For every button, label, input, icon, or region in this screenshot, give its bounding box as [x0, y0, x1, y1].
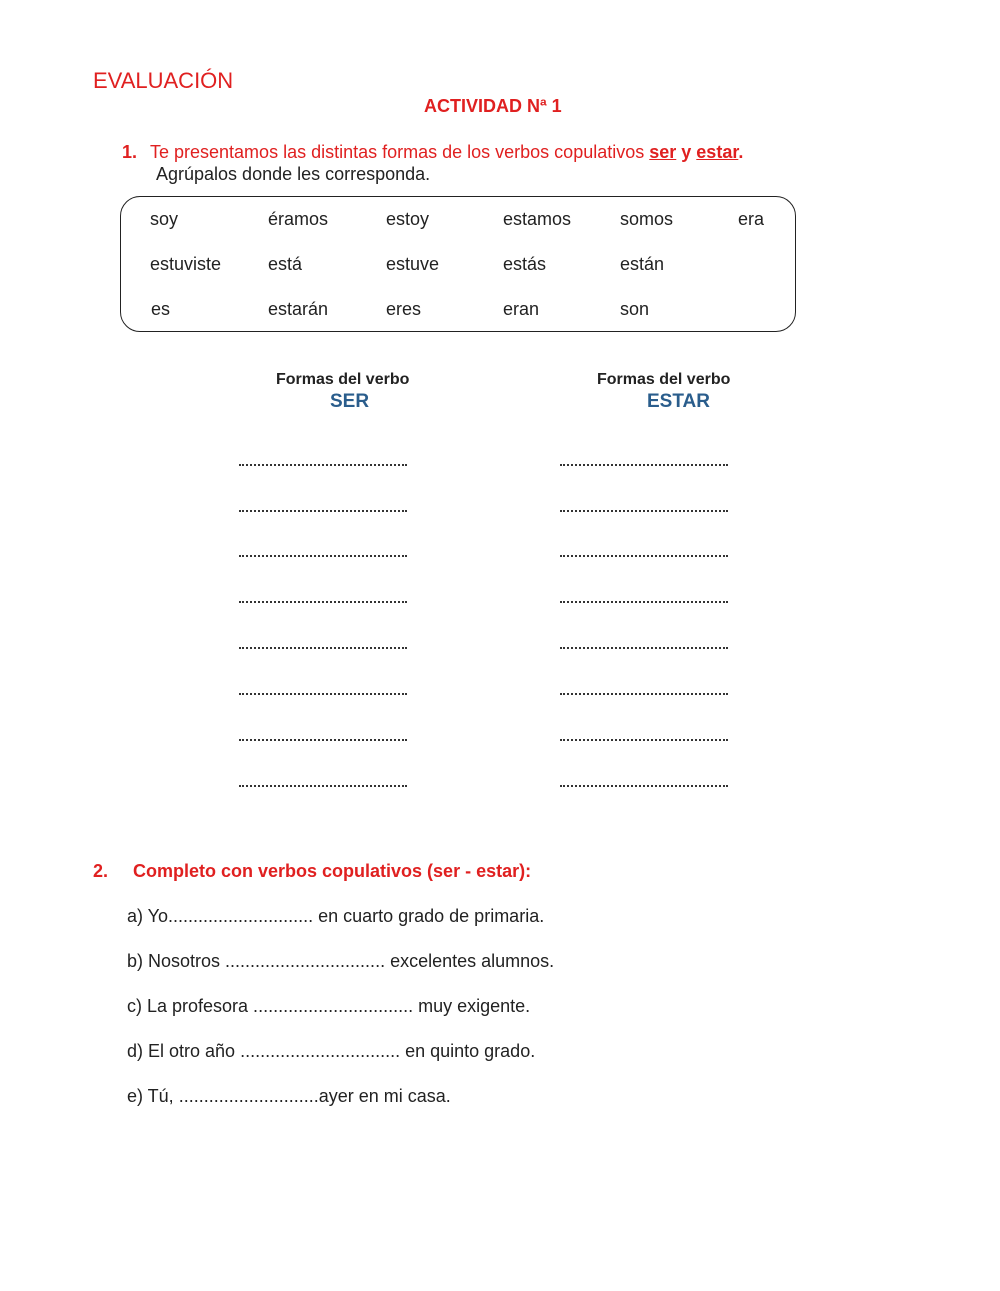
question-1-text: [150, 142, 743, 163]
sentence-b[interactable]: b) Nosotros ................................ excelentes alumnos.: [127, 951, 555, 971]
estar-answer-line[interactable]: [560, 647, 728, 649]
estar-answer-line[interactable]: [560, 555, 728, 557]
ser-column-heading: Formas del verbo: [276, 371, 410, 388]
word-item[interactable]: están: [620, 254, 665, 274]
word-item[interactable]: estás: [503, 254, 547, 274]
sentence-e[interactable]: e) Tú, ............................ayer en mi casa.: [127, 1086, 451, 1106]
estar-answer-line[interactable]: [560, 785, 728, 787]
ser-answer-line[interactable]: [239, 555, 407, 557]
estar-column-heading: Formas del verbo: [597, 371, 731, 388]
ser-answer-line[interactable]: [239, 693, 407, 695]
estar-answer-line[interactable]: [560, 464, 728, 466]
sentence-a[interactable]: a) Yo............................. en cuarto grado de primaria.: [127, 906, 545, 926]
question-1-period: .: [738, 142, 744, 162]
ser-answer-line[interactable]: [239, 464, 407, 466]
verb-estar-label: estar: [696, 142, 739, 162]
question-2-text: Completo con verbos copulativos (ser - estar):: [133, 861, 532, 881]
estar-answer-line[interactable]: [560, 693, 728, 695]
word-bank-box: [120, 196, 796, 332]
ser-answer-line[interactable]: [239, 785, 407, 787]
question-1-connector: y: [676, 142, 697, 162]
sentence-c[interactable]: c) La profesora ................................ muy exigente.: [127, 996, 531, 1016]
sentence-d[interactable]: d) El otro año ................................ en quinto grado.: [127, 1041, 536, 1061]
word-item[interactable]: era: [738, 209, 765, 229]
ser-answer-line[interactable]: [239, 739, 407, 741]
word-item[interactable]: somos: [620, 209, 674, 229]
word-item[interactable]: estoy: [386, 209, 430, 229]
word-item[interactable]: éramos: [268, 209, 329, 229]
ser-column-verb: SER: [330, 391, 370, 412]
question-1-text-before: Te presentamos las distintas formas de los verbos copulativos: [150, 142, 650, 162]
word-item[interactable]: soy: [150, 209, 179, 229]
word-item[interactable]: son: [620, 299, 650, 319]
page-title: EVALUACIÓN: [93, 68, 234, 93]
word-item[interactable]: estuviste: [150, 254, 222, 274]
word-item[interactable]: estamos: [503, 209, 572, 229]
ser-answer-line[interactable]: [239, 510, 407, 512]
estar-answer-line[interactable]: [560, 510, 728, 512]
question-2-number: 2.: [93, 861, 109, 881]
question-1-instruction: Agrúpalos donde les corresponda.: [156, 164, 431, 184]
word-item[interactable]: es: [151, 299, 171, 319]
word-item[interactable]: estarán: [268, 299, 329, 319]
question-1-number: 1.: [122, 142, 138, 162]
verb-ser-label: ser: [649, 142, 677, 162]
word-item[interactable]: estuve: [386, 254, 440, 274]
estar-answer-line[interactable]: [560, 601, 728, 603]
ser-answer-line[interactable]: [239, 601, 407, 603]
estar-answer-line[interactable]: [560, 739, 728, 741]
word-item[interactable]: eres: [386, 299, 422, 319]
word-item[interactable]: está: [268, 254, 303, 274]
ser-answer-line[interactable]: [239, 647, 407, 649]
word-item[interactable]: eran: [503, 299, 540, 319]
activity-title: ACTIVIDAD Nª 1: [424, 96, 562, 116]
estar-column-verb: ESTAR: [647, 391, 710, 412]
